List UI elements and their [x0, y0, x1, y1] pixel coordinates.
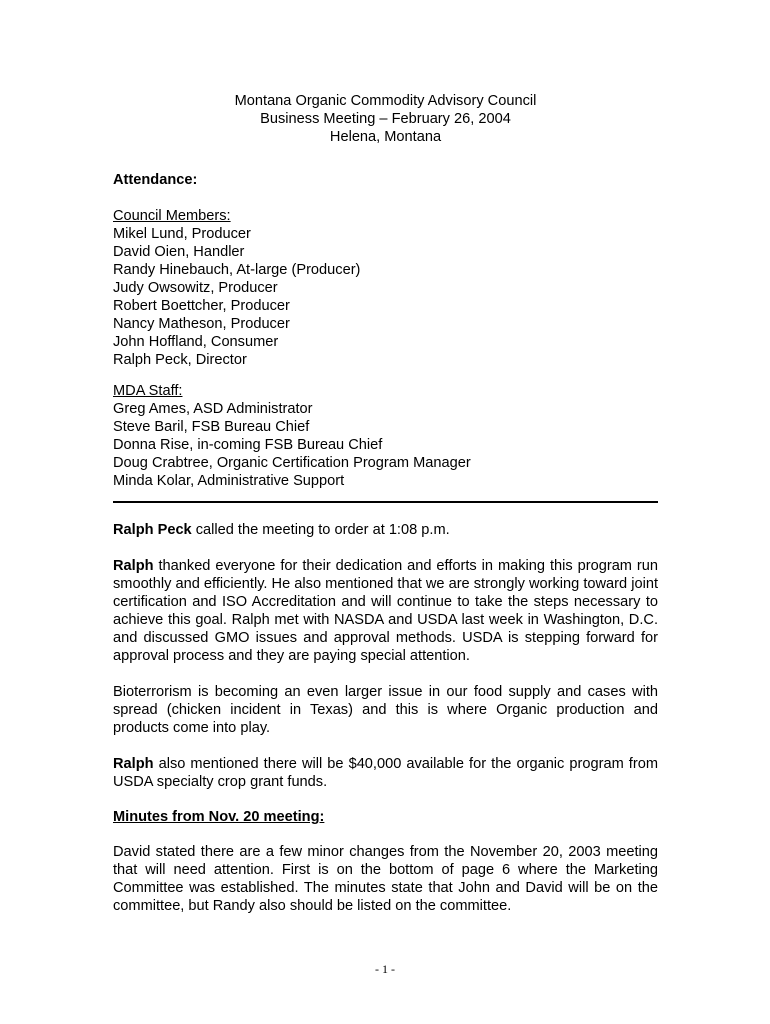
list-item: Doug Crabtree, Organic Certification Program Manager: [113, 455, 471, 471]
list-item: Nancy Matheson, Producer: [113, 316, 290, 332]
list-item: Randy Hinebauch, At-large (Producer): [113, 262, 361, 278]
speaker-name: Ralph Peck: [113, 522, 192, 538]
council-members-heading: Council Members:: [113, 208, 231, 224]
mda-staff-list: [113, 400, 658, 490]
paragraph-text: thanked everyone for their dedication and efforts in making this program run smoothly and efficiently. He also mentioned that we are strongly working toward joint certification and ISO Accreditation and will continue to take the steps necessary to achieve this goal. Ralph met with NASDA and USDA last week in Washington, D.C. and discussed GMO issues and approval methods. USDA is stepping forward for approval process and they are paying special attention.: [113, 558, 658, 664]
minutes-heading: Minutes from Nov. 20 meeting:: [113, 809, 325, 825]
list-item: Ralph Peck, Director: [113, 352, 247, 368]
list-item: Donna Rise, in-coming FSB Bureau Chief: [113, 437, 383, 453]
attendance-heading: Attendance:: [113, 172, 198, 188]
speaker-name: Ralph: [113, 558, 154, 574]
speaker-name: Ralph: [113, 756, 154, 772]
list-item: Robert Boettcher, Producer: [113, 298, 290, 314]
list-item: Minda Kolar, Administrative Support: [113, 473, 345, 489]
list-item: Judy Owsowitz, Producer: [113, 280, 278, 296]
paragraph-text: called the meeting to order at 1:08 p.m.: [191, 522, 450, 538]
list-item: David Oien, Handler: [113, 244, 245, 260]
list-item: Greg Ames, ASD Administrator: [113, 401, 313, 417]
paragraph-bioterrorism: Bioterrorism is becoming an even larger issue in our food supply and cases with spread (chicken incident in Texas) and this is where Organic production and products come into play.: [113, 684, 658, 736]
council-members-list: [113, 225, 658, 369]
list-item: Mikel Lund, Producer: [113, 226, 251, 242]
document-header: [113, 92, 658, 146]
list-item: Steve Baril, FSB Bureau Chief: [113, 419, 310, 435]
header-location: Helena, Montana: [329, 129, 442, 145]
section-divider: [113, 501, 658, 503]
document-page: [113, 92, 658, 915]
header-title: Montana Organic Commodity Advisory Council: [234, 93, 537, 109]
paragraph-ralph-remarks: [113, 557, 658, 665]
paragraph-minutes-changes: David stated there are a few minor changes from the November 20, 2003 meeting that will need attention. First is on the bottom of page 6 where the Marketing Committee was established. The minutes state that John and David will be on the committee, but Randy also should be listed on the committee.: [113, 844, 658, 914]
list-item: John Hoffland, Consumer: [113, 334, 279, 350]
mda-staff-heading: MDA Staff:: [113, 383, 183, 399]
page-number: - 1 -: [375, 962, 395, 976]
header-meeting-date: Business Meeting – February 26, 2004: [260, 111, 511, 127]
paragraph-text: also mentioned there will be $40,000 available for the organic program from USDA specialty crop grant funds.: [113, 756, 658, 790]
paragraph-call-to-order: [113, 521, 658, 539]
paragraph-grant-funds: [113, 755, 658, 791]
